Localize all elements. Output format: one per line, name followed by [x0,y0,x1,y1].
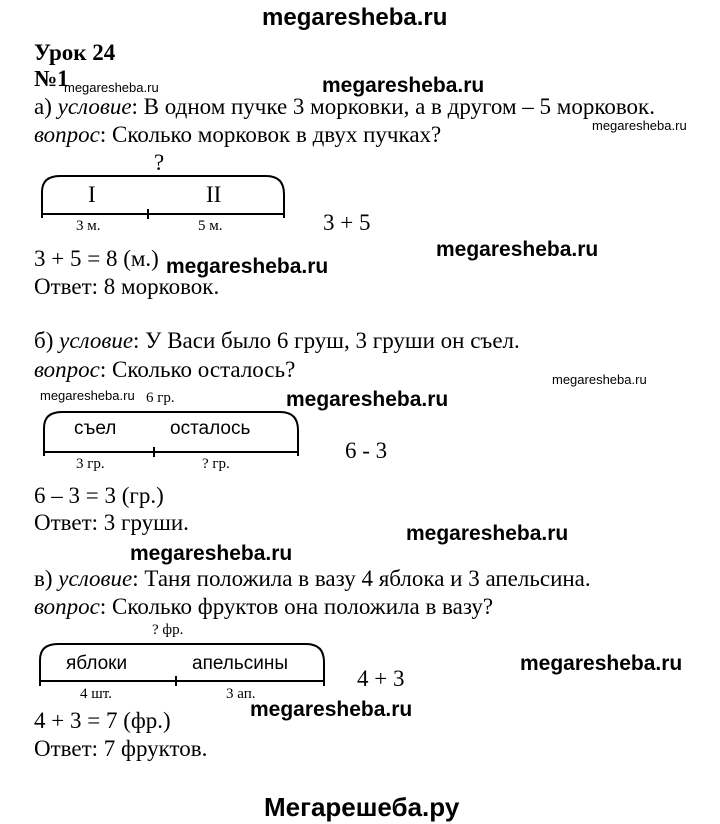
part-letter: а) [34,94,52,119]
segment-label-bottom: ? гр. [202,456,230,472]
segment-label-bottom: 5 м. [198,218,223,234]
answer: Ответ: 3 груши. [34,510,189,535]
question-label: вопрос [34,357,100,382]
solution: 3 + 5 = 8 (м.) [34,246,159,271]
expression: 6 - 3 [345,438,388,463]
diagram-total: ? [154,150,165,175]
lesson-title: Урок 24 [34,40,116,65]
diagram-total: ? фр. [152,622,184,638]
watermark-bottom: Мегарешеба.ру [264,792,460,822]
watermark-inline: megaresheba.ru [286,388,449,411]
task-number: №1 [34,66,69,91]
part-letter: в) [34,566,53,591]
solution: 6 – 3 = 3 (гр.) [34,483,164,508]
condition-text: : Таня положила в вазу 4 яблока и 3 апельсина. [132,566,591,591]
watermark-inline: megaresheba.ru [166,255,329,278]
watermark-inline: megaresheba.ru [40,388,135,403]
watermark-top: megaresheba.ru [262,4,448,31]
question-text: : Сколько морковок в двух пучках? [99,122,442,147]
segment-label-top: I [88,182,96,207]
condition-label: условие [59,328,134,353]
question-text: : Сколько осталось? [99,357,296,382]
expression: 4 + 3 [357,666,405,691]
solution: 4 + 3 = 7 (фр.) [34,708,171,733]
watermark-inline: megaresheba.ru [406,522,569,545]
watermark-inline: megaresheba.ru [592,118,687,133]
diagram-total: 6 гр. [146,390,175,406]
answer: Ответ: 7 фруктов. [34,736,208,761]
expression: 3 + 5 [323,210,371,235]
watermark-inline: megaresheba.ru [436,238,599,261]
watermark-inline: megaresheba.ru [322,74,485,97]
segment-label-bottom: 3 гр. [76,456,105,472]
segment-label-top: съел [74,418,117,439]
condition-label: условие [57,94,132,119]
segment-label-bottom: 3 ап. [226,686,256,702]
segment-label-top: II [206,182,222,207]
condition-text: : У Васи было 6 груш, 3 груши он съел. [133,328,520,353]
question-text: : Сколько фруктов она положила в вазу? [99,594,494,619]
question-label: вопрос [34,122,100,147]
watermark-inline: megaresheba.ru [552,372,647,387]
part-letter: б) [34,328,54,353]
watermark-inline: megaresheba.ru [520,652,683,675]
answer: Ответ: 8 морковок. [34,274,220,299]
segment-label-top: осталось [170,418,251,439]
segment-label-bottom: 3 м. [76,218,101,234]
segment-label-top: яблоки [66,653,128,674]
watermark-inline: megaresheba.ru [250,698,413,721]
segment-label-bottom: 4 шт. [80,686,112,702]
question-label: вопрос [34,594,100,619]
watermark-inline: megaresheba.ru [64,80,159,95]
watermark-inline: megaresheba.ru [130,542,293,565]
segment-label-top: апельсины [192,653,289,674]
condition-label: условие [58,566,133,591]
condition-text: : В одном пучке 3 морковки, а в другом – 5 морковок. [131,94,655,119]
